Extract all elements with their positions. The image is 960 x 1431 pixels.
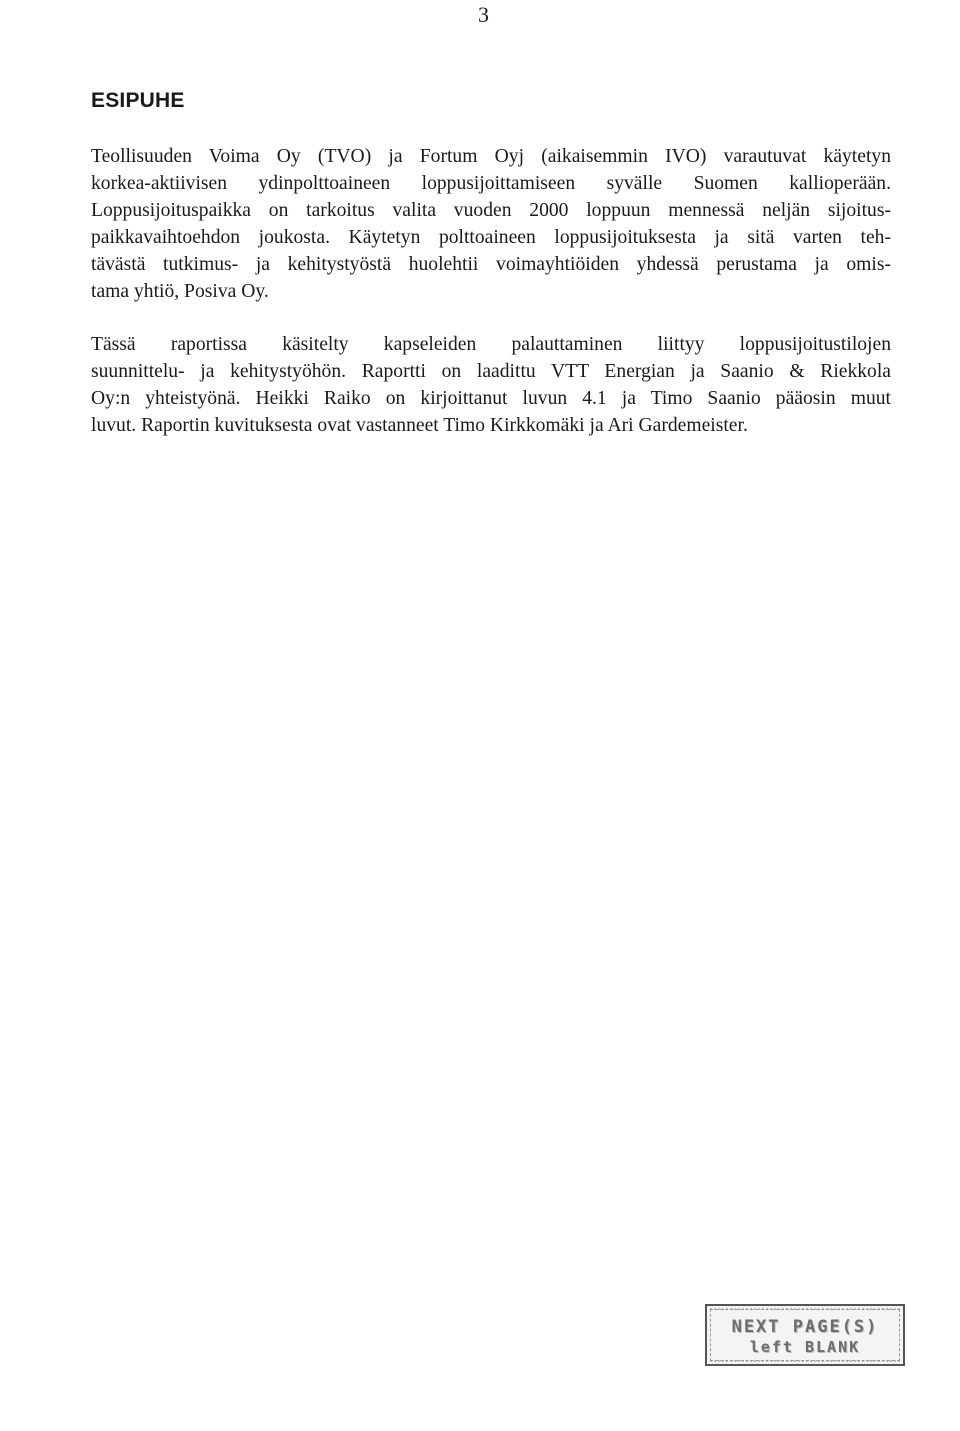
paragraph-intro xyxy=(91,143,891,305)
paragraph-line: luvut. Raportin kuvituksesta ovat vastanneet Timo Kirkkomäki ja Ari Gardemeister. xyxy=(91,415,748,436)
section-heading: ESIPUHE xyxy=(91,89,185,112)
paragraph-line: Tässä raportissa käsitelty kapseleiden palauttaminen liittyy loppusijoitustilojen xyxy=(91,334,891,355)
paragraph-line: paikkavaihtoehdon joukosta. Käytetyn polttoaineen loppusijoituksesta ja sitä varten teh- xyxy=(91,227,891,248)
paragraph-line: Oy:n yhteistyönä. Heikki Raiko on kirjoittanut luvun 4.1 ja Timo Saanio pääosin muut xyxy=(91,388,891,409)
paragraph-line: Teollisuuden Voima Oy (TVO) ja Fortum Oyj (aikaisemmin IVO) varautuvat käytetyn xyxy=(91,146,891,167)
stamp-line-1: NEXT PAGE(S) xyxy=(731,1317,879,1337)
paragraph-line: tävästä tutkimus- ja kehitystyöstä huolehtii voimayhtiöiden yhdessä perustama ja omis- xyxy=(91,254,891,275)
paragraph-line: tama yhtiö, Posiva Oy. xyxy=(91,281,269,302)
next-pages-blank-stamp xyxy=(705,1304,905,1366)
page-number: 3 xyxy=(478,2,489,27)
paragraph-line: Loppusijoituspaikka on tarkoitus valita vuoden 2000 loppuun mennessä neljän sijoitus- xyxy=(91,200,891,221)
paragraph-report xyxy=(91,331,891,439)
paragraph-line: suunnittelu- ja kehitystyöhön. Raportti on laadittu VTT Energian ja Saanio & Riekkola xyxy=(91,361,891,382)
stamp-line-2: left BLANK xyxy=(749,1338,861,1356)
paragraph-line: korkea-aktiivisen ydinpolttoaineen loppusijoittamiseen syvälle Suomen kallioperään. xyxy=(91,173,891,194)
